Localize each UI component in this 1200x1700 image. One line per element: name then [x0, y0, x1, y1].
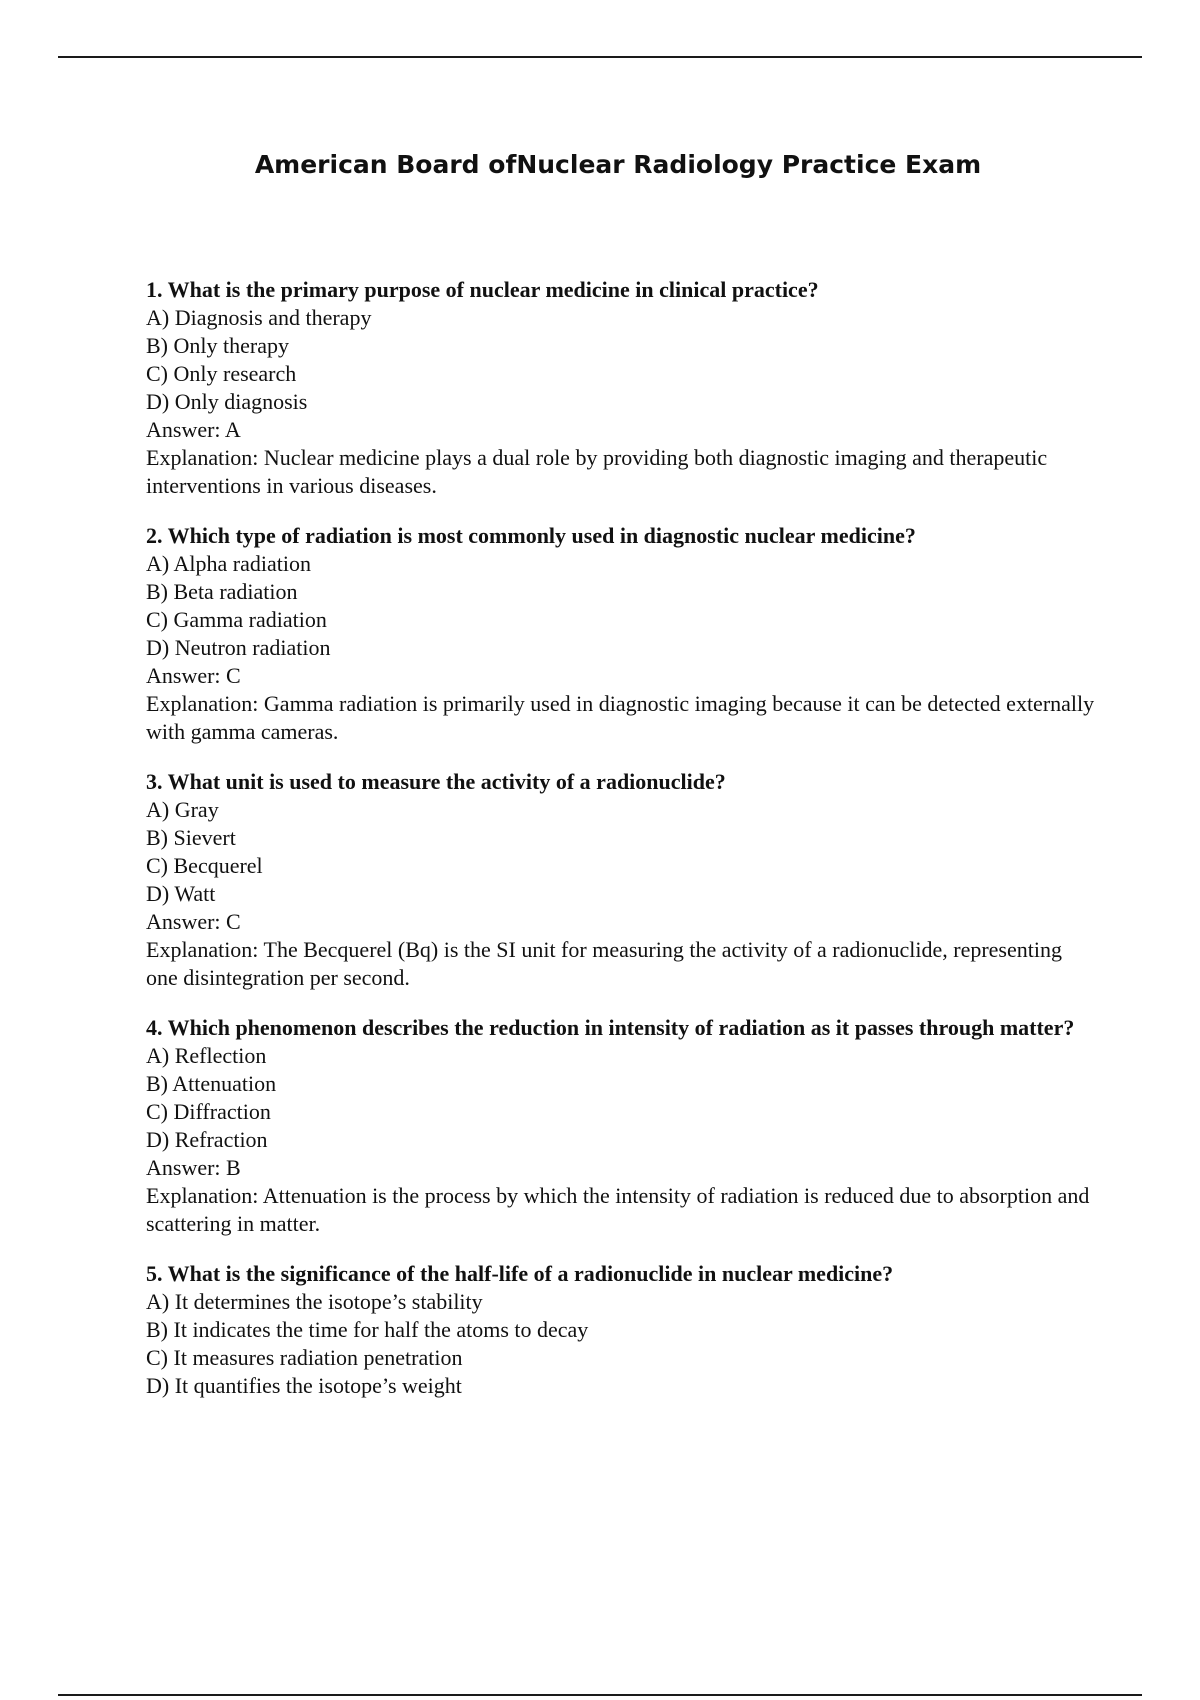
- option-b: B) Attenuation: [146, 1071, 277, 1096]
- option-d: D) Watt: [146, 881, 216, 906]
- question-list: [146, 276, 1096, 1422]
- question-text: 3. What unit is used to measure the activity of a radionuclide?: [146, 769, 726, 794]
- question-text: 4. Which phenomenon describes the reduction in intensity of radiation as it passes through matter?: [146, 1015, 1075, 1040]
- option-c: C) Becquerel: [146, 853, 263, 878]
- explanation: Explanation: Attenuation is the process by which the intensity of radiation is reduced due to absorption and scattering in matter.: [146, 1183, 1090, 1236]
- answer: Answer: A: [146, 417, 241, 442]
- top-rule: [58, 56, 1142, 58]
- option-a: A) Diagnosis and therapy: [146, 305, 372, 330]
- answer: Answer: B: [146, 1155, 241, 1180]
- option-c: C) Gamma radiation: [146, 607, 327, 632]
- answer: Answer: C: [146, 909, 241, 934]
- option-b: B) Sievert: [146, 825, 236, 850]
- bottom-rule: [58, 1694, 1142, 1696]
- option-c: C) It measures radiation penetration: [146, 1345, 463, 1370]
- explanation: Explanation: The Becquerel (Bq) is the SI unit for measuring the activity of a radionuclide, representing one disintegration per second.: [146, 937, 1062, 990]
- option-b: B) It indicates the time for half the atoms to decay: [146, 1317, 589, 1342]
- option-b: B) Beta radiation: [146, 579, 298, 604]
- answer: Answer: C: [146, 663, 241, 688]
- explanation: Explanation: Nuclear medicine plays a dual role by providing both diagnostic imaging and therapeutic interventions in various diseases.: [146, 445, 1048, 498]
- option-c: C) Only research: [146, 361, 297, 386]
- option-b: B) Only therapy: [146, 333, 289, 358]
- option-a: A) It determines the isotope’s stability: [146, 1289, 483, 1314]
- option-d: D) It quantifies the isotope’s weight: [146, 1373, 462, 1398]
- option-a: A) Gray: [146, 797, 219, 822]
- question-2: [146, 522, 1096, 746]
- question-4: [146, 1014, 1096, 1238]
- question-text: 5. What is the significance of the half-life of a radionuclide in nuclear medicine?: [146, 1261, 894, 1286]
- option-a: A) Reflection: [146, 1043, 267, 1068]
- question-1: [146, 276, 1096, 500]
- question-text: 2. Which type of radiation is most commonly used in diagnostic nuclear medicine?: [146, 523, 916, 548]
- explanation: Explanation: Gamma radiation is primarily used in diagnostic imaging because it can be detected externally with gamma cameras.: [146, 691, 1095, 744]
- question-3: [146, 768, 1096, 992]
- question-text: 1. What is the primary purpose of nuclear medicine in clinical practice?: [146, 277, 819, 302]
- option-d: D) Only diagnosis: [146, 389, 308, 414]
- option-d: D) Neutron radiation: [146, 635, 331, 660]
- question-5: [146, 1260, 1096, 1400]
- option-a: A) Alpha radiation: [146, 551, 311, 576]
- document-title: American Board ofNuclear Radiology Practice Exam: [254, 150, 982, 179]
- option-d: D) Refraction: [146, 1127, 268, 1152]
- option-c: C) Diffraction: [146, 1099, 271, 1124]
